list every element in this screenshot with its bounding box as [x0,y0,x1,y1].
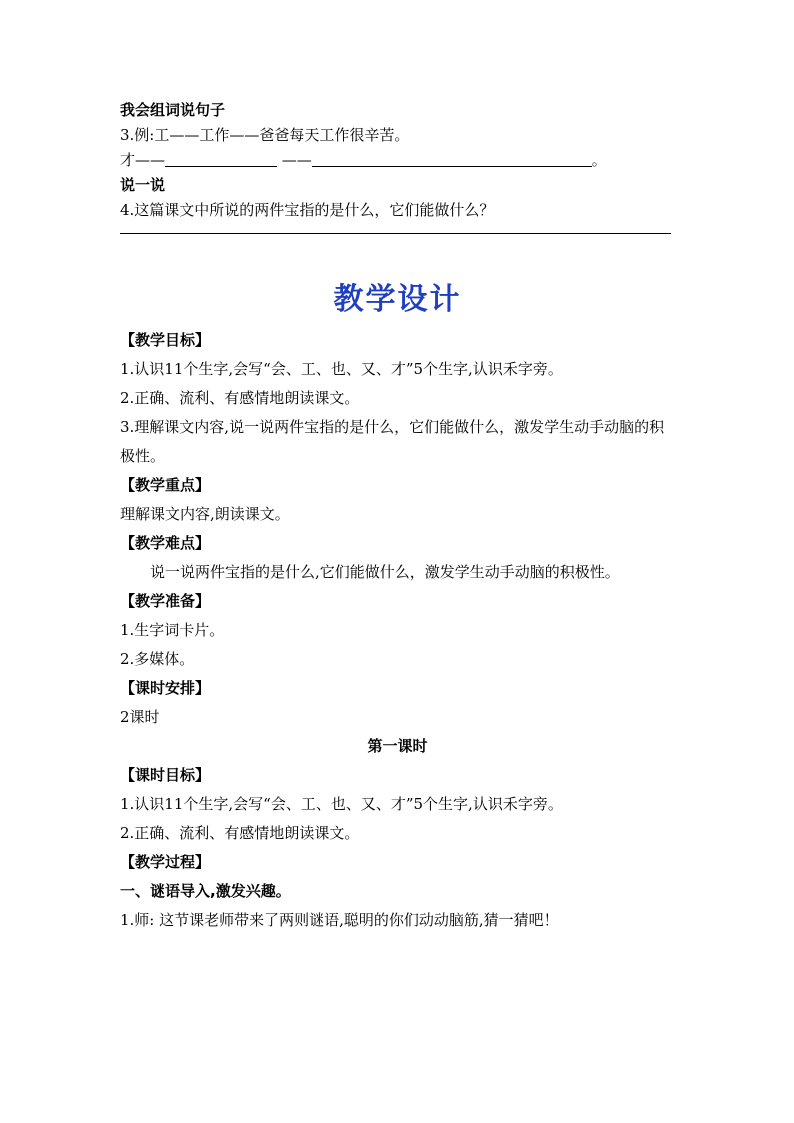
prep-item: 2.多媒体。 [120,650,195,668]
goal-item: 1.认识11个生字,会写“会、工、也、又、才”5个生字,认识禾字旁。 [120,360,563,378]
lesson-goal-item: 2.正确、流利、有感情地朗读课文。 [120,824,360,842]
lesson-goal-item: 1.认识11个生字,会写“会、工、也、又、才”5个生字,认识禾字旁。 [120,795,563,813]
difficulty-heading: 【教学难点】 [120,534,211,552]
lesson-goals-heading: 【课时目标】 [120,766,211,784]
question-3: 3.例:工——工作——爸爸每天工作很辛苦。 [120,126,410,144]
goal-item: 3.理解课文内容,说一说两件宝指的是什么，它们能做什么，激发学生动手动脑的积极性。 [120,418,665,465]
page-title: 教学设计 [333,282,462,317]
difficulty-text: 说一说两件宝指的是什么,它们能做什么，激发学生动手动脑的积极性。 [150,563,620,581]
step-heading: 一、谜语导入,激发兴趣。 [120,882,291,900]
prep-item: 1.生字词卡片。 [120,621,225,639]
focus-heading: 【教学重点】 [120,476,211,494]
fill-end: 。 [591,151,607,169]
schedule-text: 2课时 [120,708,160,726]
process-heading: 【教学过程】 [120,853,211,871]
document-page [120,98,675,935]
goals-heading: 【教学目标】 [120,331,211,349]
section-heading-speak: 说一说 [120,176,166,194]
focus-text: 理解课文内容,朗读课文。 [120,505,290,523]
question-3-fill [120,148,675,173]
fill-mid: —— [281,151,312,169]
question-4: 4.这篇课文中所说的两件宝指的是什么，它们能做什么？ [120,201,495,219]
schedule-heading: 【课时安排】 [120,679,211,697]
lesson-heading: 第一课时 [367,737,428,755]
fill-blank-2[interactable] [312,150,592,167]
answer-line[interactable] [120,223,671,234]
step-text: 1.师: 这节课老师带来了两则谜语,聪明的你们动动脑筋,猜一猜吧！ [120,911,559,929]
prep-heading: 【教学准备】 [120,592,211,610]
fill-blank-1[interactable] [165,150,277,167]
fill-prefix: 才—— [120,151,166,169]
section-heading-words: 我会组词说句子 [120,101,226,119]
goal-item: 2.正确、流利、有感情地朗读课文。 [120,389,360,407]
